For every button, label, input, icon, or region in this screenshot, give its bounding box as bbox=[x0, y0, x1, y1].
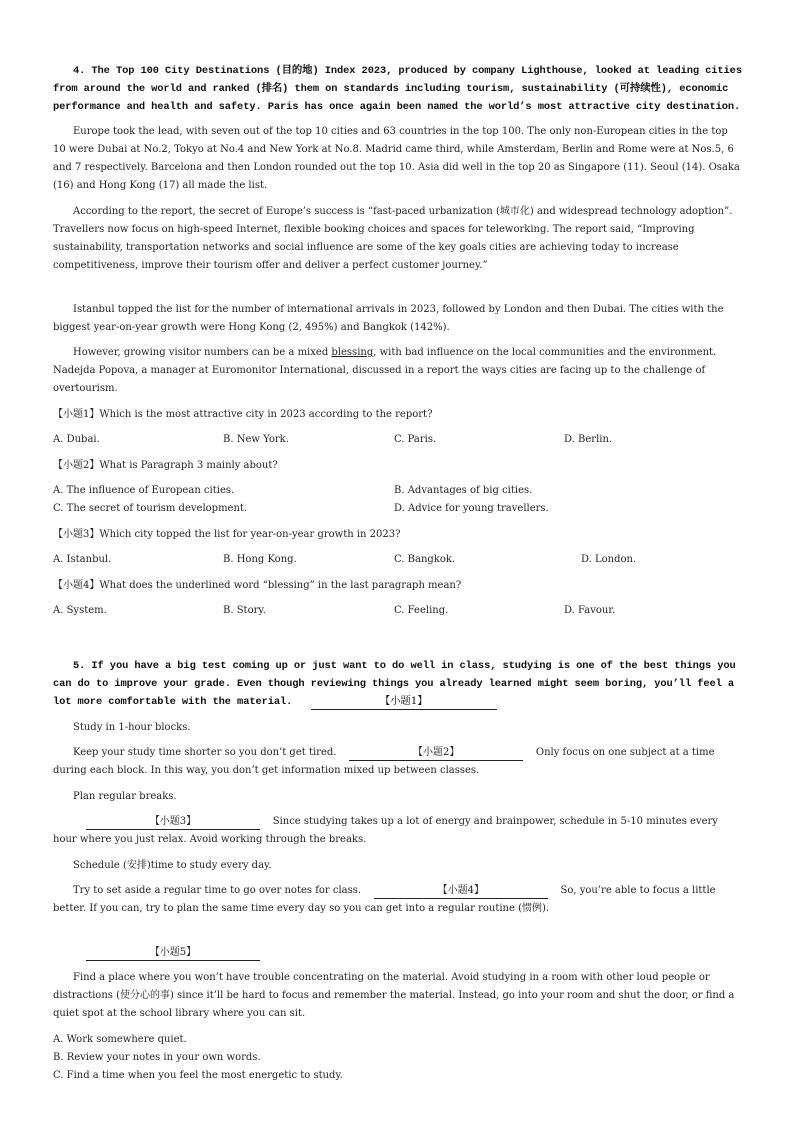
option-a[interactable]: A. The influence of European cities. bbox=[53, 485, 235, 496]
blank-3[interactable]: 【小题3】 bbox=[86, 814, 260, 830]
q5-paragraph-2: 【小题3】 Since studying takes up a lot of energy and brainpower, schedule in 5-10 minutes every hour where you just relax. Avoid working through the breaks. bbox=[53, 816, 718, 845]
q4-paragraph-2: According to the report, the secret of Europe’s success is “fast-paced urbanization (城市化) and widespread technology adoption”. Travellers now focus on high-speed Internet, flexible booking choices and spaces for teleworking. The report said, “Improving sustainability, transportation networks and social influence are some of the key goals cities are achieving today to increase competitiveness, improve their tourism offer and deliver a perfect customer journey.” bbox=[53, 206, 733, 271]
q4-question-4-options bbox=[53, 602, 743, 620]
q5-paragraph-3: Try to set aside a regular time to go over notes for class. 【小题4】 So, you’re able to focus a little better. If you can, try to plan the same time every day so you can get into a regular routine (惯例). bbox=[53, 885, 716, 914]
q5-heading-5 bbox=[53, 944, 743, 962]
q4-question-3-stem: 【小题3】Which city topped the list for year-on-year growth in 2023? bbox=[53, 529, 401, 540]
option-b[interactable]: B. Story. bbox=[223, 605, 266, 616]
q5-heading-2: Plan regular breaks. bbox=[73, 791, 177, 802]
option-d[interactable]: D. Advice for young travellers. bbox=[394, 503, 549, 514]
q4-question-2-options-row2 bbox=[53, 500, 743, 518]
option-d[interactable]: D. London. bbox=[581, 554, 637, 565]
option-a[interactable]: A. Dubai. bbox=[53, 434, 100, 445]
option-d[interactable]: D. Berlin. bbox=[564, 434, 613, 445]
q5-option-c[interactable]: C. Find a time when you feel the most energetic to study. bbox=[53, 1070, 343, 1081]
q4-question-4-stem: 【小题4】What does the underlined word “blessing” in the last paragraph mean? bbox=[53, 580, 462, 591]
option-c[interactable]: C. Paris. bbox=[394, 434, 437, 445]
blank-5[interactable]: 【小题5】 bbox=[86, 945, 260, 961]
q4-question-2-options-row1 bbox=[53, 482, 743, 500]
q4-p4-before: However, growing visitor numbers can be a mixed bbox=[73, 347, 332, 358]
option-a[interactable]: A. System. bbox=[53, 605, 107, 616]
q4-question-1-options bbox=[53, 431, 743, 449]
option-b[interactable]: B. Advantages of big cities. bbox=[394, 485, 533, 496]
q5-heading-1: Study in 1-hour blocks. bbox=[73, 722, 191, 733]
q5-intro: 5. If you have a big test coming up or just want to do well in class, studying is one of the best things you can do to improve your grade. Even though reviewing things you already learned might seem boring, you’ll feel a lot more comfortable with the material. 【小题1】 bbox=[53, 660, 736, 708]
option-b[interactable]: B. New York. bbox=[223, 434, 289, 445]
blank-1[interactable]: 【小题1】 bbox=[311, 694, 497, 710]
q4-p4-after: , with bad influence on the local communities and the environment. Nadejda Popova, a manager at Euromonitor International, discussed in a report the ways cities are facing up to the challenge of overtourism. bbox=[53, 347, 717, 394]
q5-heading-3: Schedule (安排)time to study every day. bbox=[73, 860, 272, 871]
option-c[interactable]: C. Feeling. bbox=[394, 605, 449, 616]
q4-paragraph-3: Istanbul topped the list for the number of international arrivals in 2023, followed by London and then Dubai. The cities with the biggest year-on-year growth were Hong Kong (2, 495%) and Bangkok (142%). bbox=[53, 304, 724, 333]
q4-question-1-stem: 【小题1】Which is the most attractive city in 2023 according to the report? bbox=[53, 409, 433, 420]
q5-paragraph-1: Keep your study time shorter so you don’t get tired. 【小题2】 Only focus on one subject at a time during each block. In this way, you don’t get information mixed up between classes. bbox=[53, 747, 715, 776]
q4-paragraph-1: Europe took the lead, with seven out of the top 10 cities and 63 countries in the top 100. The only non-European cities in the top 10 were Dubai at No.2, Tokyo at No.4 and New York at No.8. Madrid came third, while Amsterdam, Berlin and Rome were at Nos.5, 6 and 7 respectively. Barcelona and then London rounded out the top 10. Asia did well in the top 20 as Singapore (11). Seoul (14). Osaka (16) and Hong Kong (17) all made the list. bbox=[53, 126, 740, 191]
option-b[interactable]: B. Hong Kong. bbox=[223, 554, 297, 565]
q5-paragraph-4: Find a place where you won’t have trouble concentrating on the material. Avoid studying in a room with other loud people or distractions (使分心的事) since it’ll be hard to focus and remember the material. Instead, go into your room and shut the door, or find a quiet spot at the school library where you can sit. bbox=[53, 972, 735, 1019]
q4-question-2-stem: 【小题2】What is Paragraph 3 mainly about? bbox=[53, 460, 278, 471]
q5-option-a[interactable]: A. Work somewhere quiet. bbox=[53, 1034, 187, 1045]
q4-intro: 4. The Top 100 City Destinations (目的地) Index 2023, produced by company Lighthouse, looked at leading cities from around the world and ranked (排名) them on standards including tourism, sustainability (可持续性), economic performance and health and safety. Paris has once again been named the world’s most attractive city destination. bbox=[53, 65, 742, 113]
q5-option-b[interactable]: B. Review your notes in your own words. bbox=[53, 1052, 261, 1063]
q4-paragraph-4 bbox=[53, 344, 743, 398]
option-d[interactable]: D. Favour. bbox=[564, 605, 616, 616]
q4-question-3-options bbox=[53, 551, 743, 569]
underlined-word-blessing: blessing bbox=[331, 347, 374, 358]
blank-4[interactable]: 【小题4】 bbox=[374, 883, 548, 899]
option-c[interactable]: C. Bangkok. bbox=[394, 554, 456, 565]
blank-2[interactable]: 【小题2】 bbox=[349, 745, 523, 761]
option-c[interactable]: C. The secret of tourism development. bbox=[53, 503, 248, 514]
option-a[interactable]: A. Istanbul. bbox=[53, 554, 112, 565]
